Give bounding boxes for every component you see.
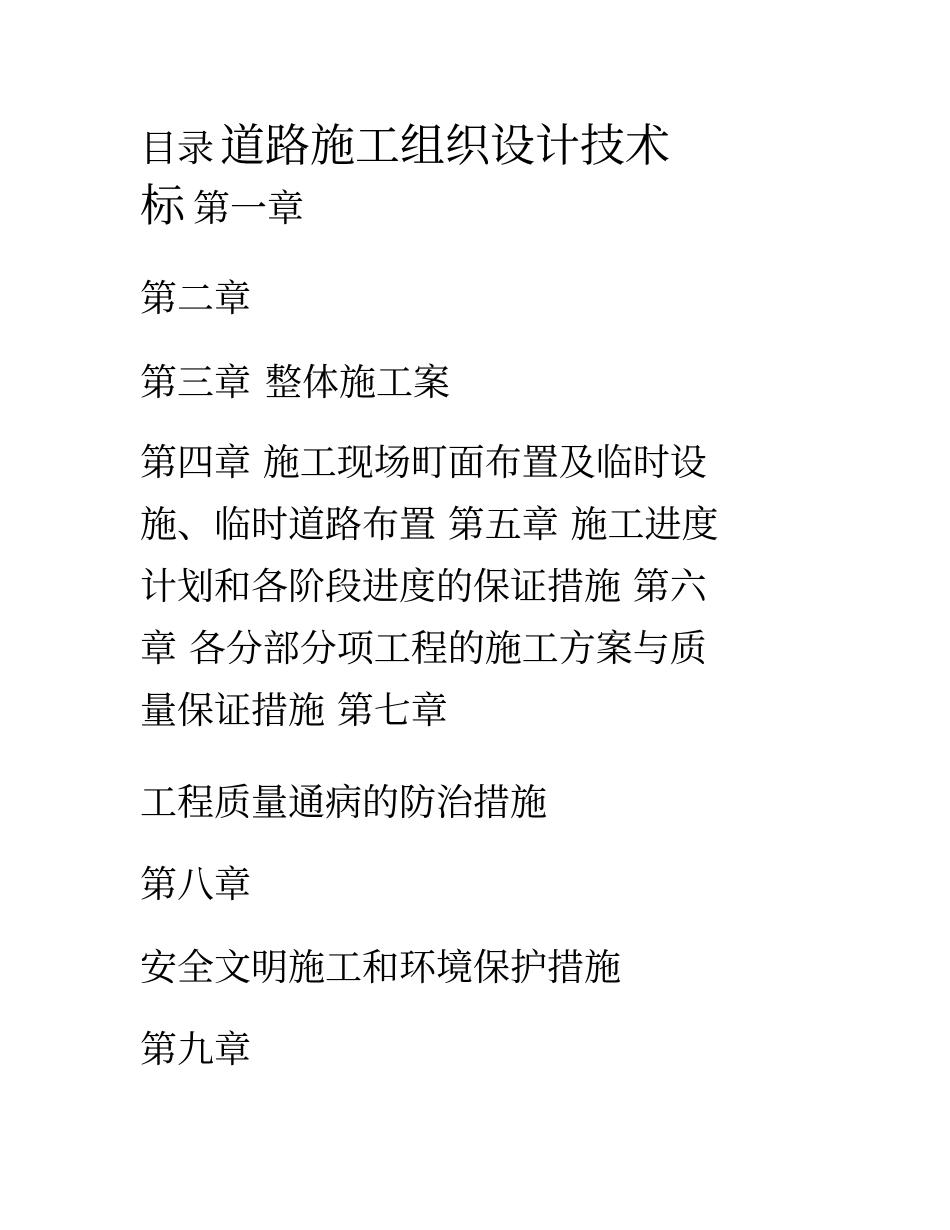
chapter-2-label: 第二章 [140, 277, 251, 320]
toc-heading [140, 116, 820, 236]
chapter-8-entry [140, 864, 820, 905]
chapters-4-to-7-paragraph [140, 432, 820, 742]
paragraph-line: 计划和各阶段进度的保证措施 第六 [140, 565, 707, 608]
heading-line-2 [140, 176, 820, 236]
paragraph-line: 章 各分部分项工程的施工方案与质 [140, 627, 707, 670]
paragraph-line: 第四章 施工现场町面布置及临时设 [140, 441, 707, 484]
document-title-part-2: 标 [140, 179, 186, 232]
chapter-2-entry [140, 278, 820, 319]
chapter-1-label: 第一章 [193, 187, 305, 230]
chapter-9-entry [140, 1029, 820, 1070]
heading-line-1 [140, 116, 820, 176]
chapter-8-title: 安全文明施工和环境保护措施 [140, 946, 621, 989]
paragraph-line: 施、临时道路布置 第五章 施工进度 [140, 503, 719, 546]
document-title-part-1: 道路施工组织设计技术 [220, 119, 671, 172]
chapter-3-entry [140, 362, 820, 403]
chapter-3-label: 第三章 [140, 361, 251, 404]
chapter-7-title: 工程质量通病的防治措施 [140, 781, 547, 824]
chapter-8-title-entry [140, 947, 820, 988]
paragraph-line: 量保证措施 第七章 [140, 689, 448, 732]
toc-label: 目录 [140, 127, 214, 170]
chapter-9-label: 第九章 [140, 1028, 251, 1071]
chapter-8-label: 第八章 [140, 863, 251, 906]
chapter-3-title: 整体施工案 [265, 361, 450, 404]
chapter-7-title-entry [140, 782, 820, 823]
